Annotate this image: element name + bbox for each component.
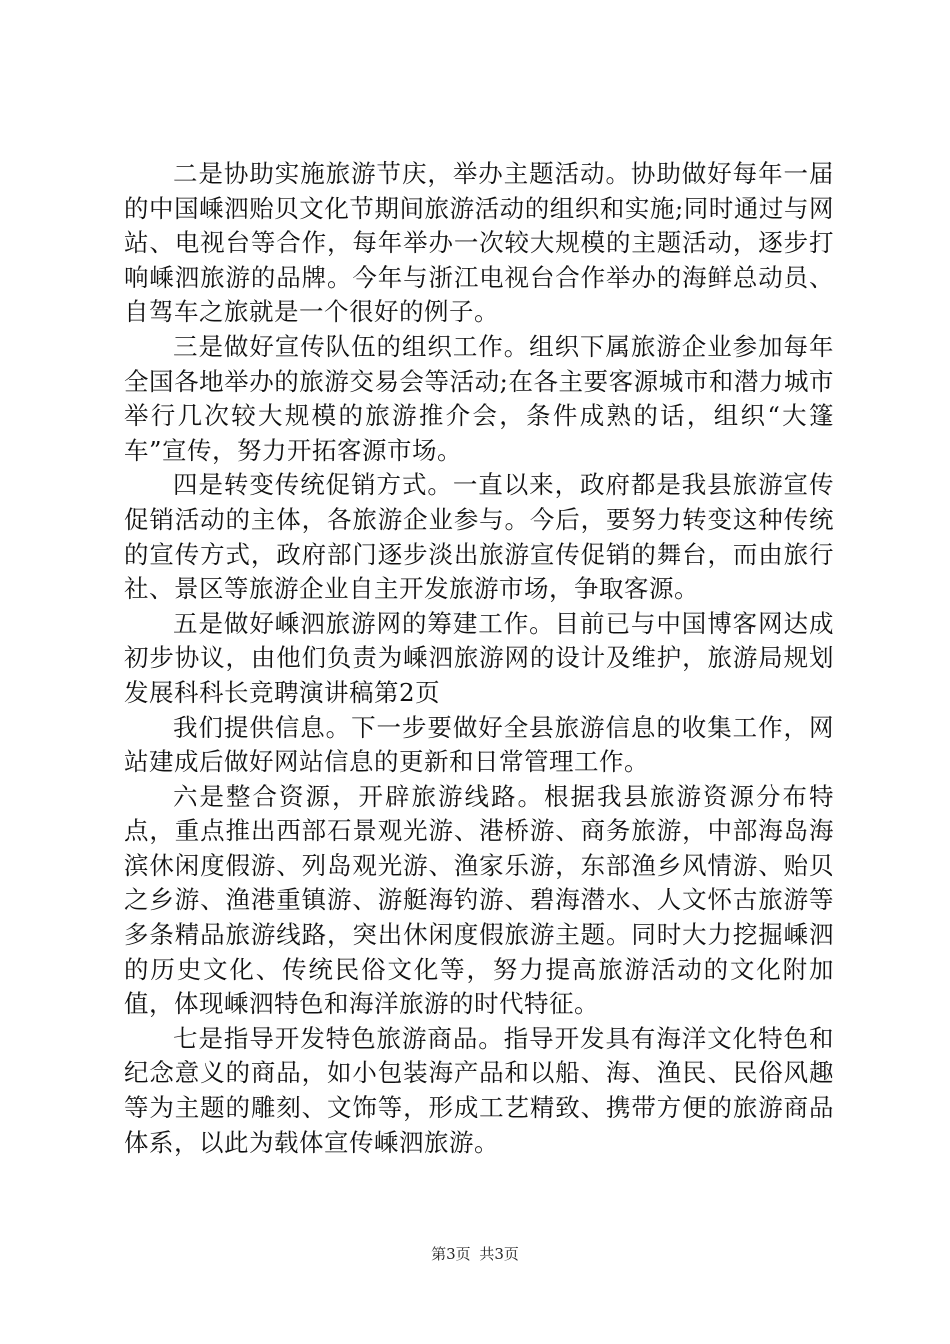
paragraph-tourism-routes: 六是整合资源，开辟旅游线路。根据我县旅游资源分布特点，重点推出西部石景观光游、港桥游、商务旅游，中部海岛海滨休闲度假游、列岛观光游、渔家乐游，东部渔乡风情游、贻贝之乡游、渔港重镇游、游艇海钓游、碧海潜水、人文怀古旅游等多条精品旅游线路，突出休闲度假旅游主题。同时大力挖掘嵊泗的历史文化、传统民俗文化等，努力提高旅游活动的文化附加值，体现嵊泗特色和海洋旅游的时代特征。 (124, 781, 834, 1019)
body-text (124, 157, 834, 1160)
page-total: 共3页 (479, 1245, 519, 1263)
paragraph-tourism-goods: 七是指导开发特色旅游商品。指导开发具有海洋文化特色和纪念意义的商品，如小包装海产品和以船、海、渔民、民俗风趣等为主题的雕刻、文饰等，形成工艺精致、携带方便的旅游商品体系，以此为载体宣传嵊泗旅游。 (124, 1023, 834, 1157)
page-footer (0, 1244, 950, 1264)
paragraph-promotion-methods: 四是转变传统促销方式。一直以来，政府都是我县旅游宣传促销活动的主体，各旅游企业参与。今后，要努力转变这种传统的宣传方式，政府部门逐步淡出旅游宣传促销的舞台，而由旅行社、景区等旅游企业自主开发旅游市场，争取客源。 (124, 470, 834, 604)
page-number: 第3页 (431, 1245, 471, 1263)
paragraph-festivals: 二是协助实施旅游节庆，举办主题活动。协助做好每年一届的中国嵊泗贻贝文化节期间旅游活动的组织和实施;同时通过与网站、电视台等合作，每年举办一次较大规模的主题活动，逐步打响嵊泗旅游的品牌。今年与浙江电视台合作举办的海鲜总动员、自驾车之旅就是一个很好的例子。 (124, 159, 834, 327)
paragraph-tourism-website: 五是做好嵊泗旅游网的筹建工作。目前已与中国博客网达成初步协议，由他们负责为嵊泗旅游网的设计及维护，旅游局规划发展科科长竞聘演讲稿第2页 (124, 608, 834, 707)
paragraph-publicity-team: 三是做好宣传队伍的组织工作。组织下属旅游企业参加每年全国各地举办的旅游交易会等活动;在各主要客源城市和潜力城市举行几次较大规模的旅游推介会，条件成熟的话，组织“大篷车”宣传，努力开拓客源市场。 (124, 331, 834, 465)
paragraph-information: 我们提供信息。下一步要做好全县旅游信息的收集工作，网站建成后做好网站信息的更新和日常管理工作。 (124, 712, 834, 777)
